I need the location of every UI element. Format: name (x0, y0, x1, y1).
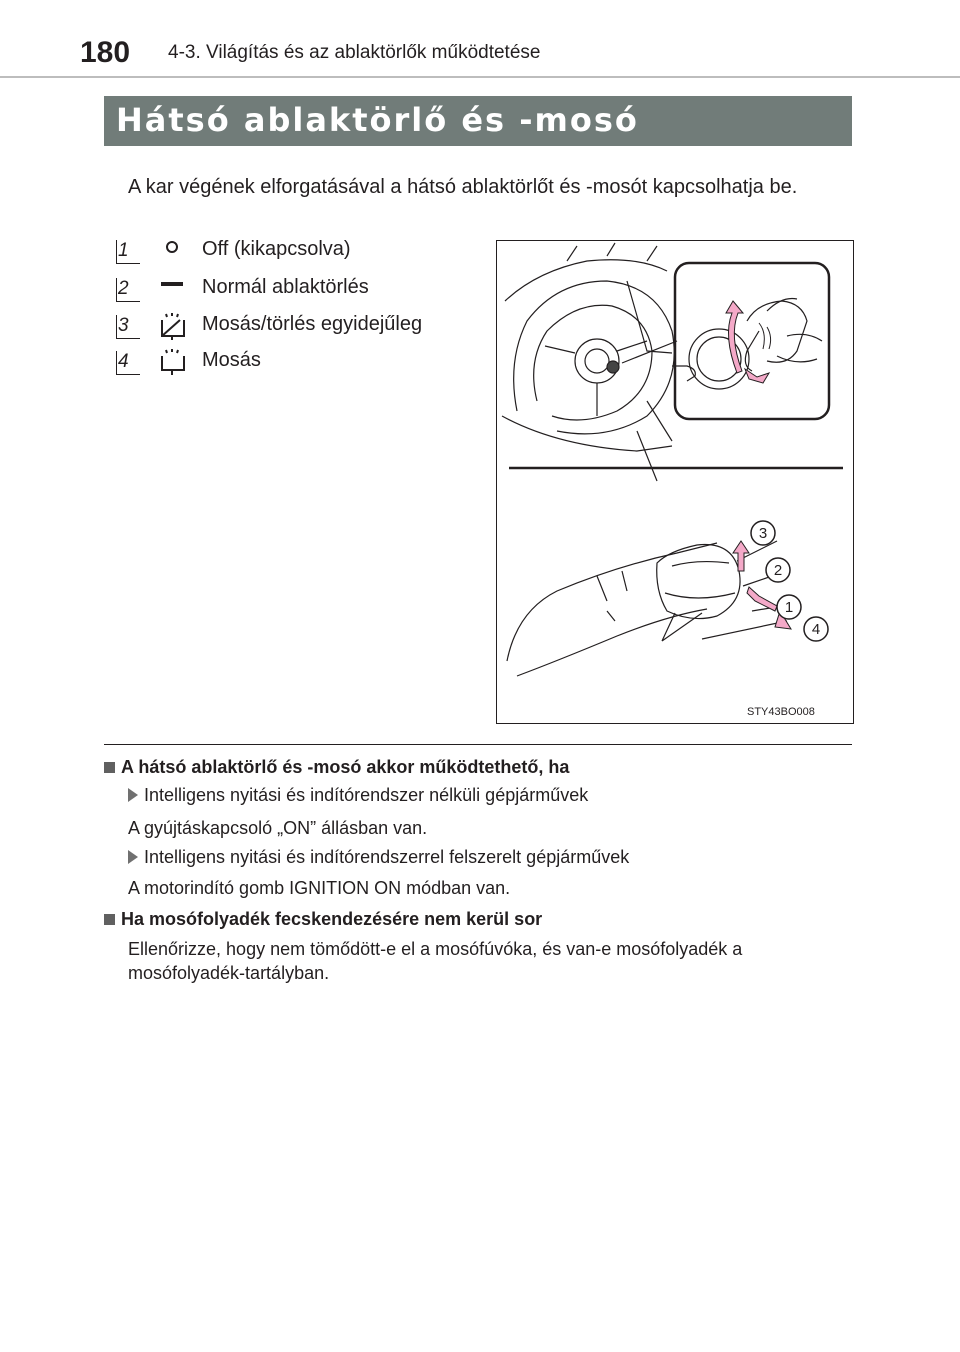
header-divider (0, 76, 960, 78)
number-badge: 4 (116, 348, 140, 376)
intro-paragraph: A kar végének elforgatásával a hátsó ablaktörlőt és -mosót kapcsolhatja be. (128, 176, 798, 198)
bullet-square-icon (104, 914, 115, 925)
triangle-bullet-icon (128, 850, 138, 864)
note-heading: A hátsó ablaktörlő és -mosó akkor működtethető, ha (104, 757, 569, 778)
wash-wipe-icon (158, 312, 186, 340)
number-badge: 1 (116, 237, 140, 265)
bullet-square-icon (104, 762, 115, 773)
note-text: A gyújtáskapcsoló „ON” állásban van. (128, 818, 428, 838)
section-title: Hátsó ablaktörlő és -mosó (116, 101, 639, 139)
section-divider (104, 744, 852, 745)
figure-code: STY43BO008 (747, 706, 815, 718)
callout-4: 4 (811, 621, 821, 638)
illustration-drawing (497, 241, 853, 723)
note-text: A motorindító gomb IGNITION ON módban van. (128, 878, 511, 898)
page-number: 180 (80, 36, 131, 69)
note-text: Ellenőrizze, hogy nem tömődött-e el a mosófúvóka, és van-e mosófolyadék a mosófolyadék-tartályban. (128, 939, 743, 983)
triangle-bullet-icon (128, 788, 138, 802)
legend-label: Off (kikapcsolva) (202, 238, 351, 260)
wash-icon (158, 348, 186, 376)
note-subitem: Intelligens nyitási és indítórendszerrel felszerelt gépjárművek (128, 847, 629, 868)
legend-label: Mosás/törlés egyidejűleg (202, 313, 423, 335)
note-heading: Ha mosófolyadék fecskendezésére nem kerül sor (104, 909, 542, 930)
wipe-dash-icon (158, 275, 186, 303)
off-circle-icon (158, 237, 186, 265)
legend-label: Mosás (202, 349, 261, 371)
callout-3: 3 (758, 525, 768, 542)
legend-label: Normál ablaktörlés (202, 276, 369, 298)
note-subitem: Intelligens nyitási és indítórendszer nélküli gépjárművek (128, 785, 588, 806)
number-badge: 2 (116, 275, 140, 303)
number-badge: 3 (116, 312, 140, 340)
callout-2: 2 (773, 562, 783, 579)
wiper-lever-illustration (496, 240, 854, 724)
callout-1: 1 (784, 599, 794, 616)
chapter-title: 4-3. Világítás és az ablaktörlők működtetése (168, 42, 541, 63)
